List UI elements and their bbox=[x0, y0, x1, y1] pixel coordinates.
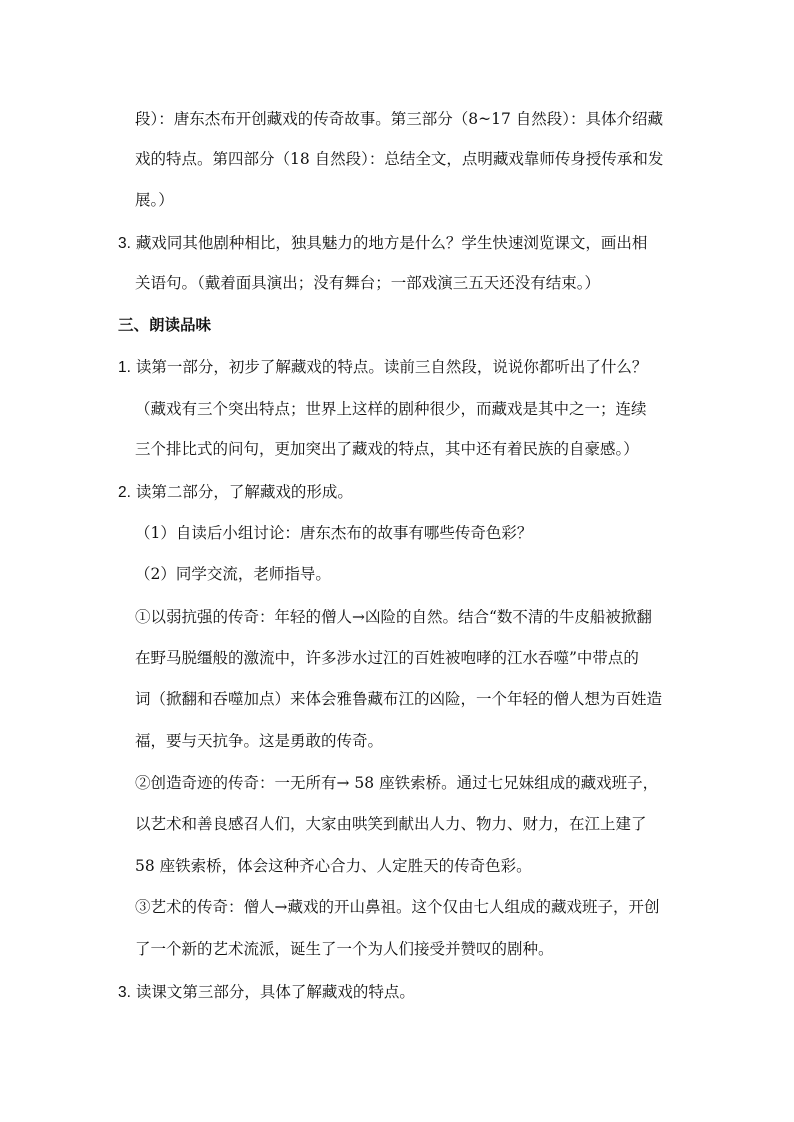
paragraph-line: 三个排比式的问句，更加突出了藏戏的特点，其中还有着民族的自豪感。） bbox=[135, 440, 639, 458]
paragraph-line: ①以弱抗强的传奇：年轻的僧人→凶险的自然。结合“数不清的牛皮船被掀翻 bbox=[135, 608, 652, 626]
paragraph-line: 在野马脱缰般的激流中，许多涉水过江的百姓被咆哮的江水吞噬”中带点的 bbox=[135, 649, 639, 667]
paragraph-line: 段）：唐东杰布开创藏戏的传奇故事。第三部分（8~17 自然段）：具体介绍藏 bbox=[135, 110, 664, 128]
paragraph-line: 58 座铁索桥，体会这种齐心合力、人定胜天的传奇色彩。 bbox=[135, 857, 532, 875]
list-item bbox=[118, 481, 353, 504]
sub-item: （2）同学交流，老师指导。 bbox=[135, 565, 331, 583]
paragraph-line: 了一个新的艺术流派，诞生了一个为人们接受并赞叹的剧种。 bbox=[135, 940, 554, 958]
section-heading: 三、朗读品味 bbox=[118, 316, 212, 334]
paragraph-line: 展。） bbox=[135, 191, 174, 209]
paragraph-line: 以艺术和善良感召人们，大家由哄笑到献出人力、物力、财力，在江上建了 bbox=[135, 815, 647, 833]
list-number: 3. bbox=[118, 235, 131, 252]
list-number: 3. bbox=[118, 984, 131, 1001]
paragraph-line: ②创造奇迹的传奇：一无所有→ 58 座铁索桥。通过七兄妹组成的藏戏班子， bbox=[135, 774, 659, 792]
list-item-text: 读课文第三部分，具体了解藏戏的特点。 bbox=[135, 983, 415, 1001]
paragraph-line: 词（掀翻和吞噬加点）来体会雅鲁藏布江的凶险，一个年轻的僧人想为百姓造 bbox=[135, 690, 663, 708]
list-item bbox=[118, 232, 647, 255]
list-item-text: 读第一部分，初步了解藏戏的特点。读前三自然段，说说你都听出了什么？ bbox=[135, 358, 648, 376]
list-item bbox=[118, 356, 647, 379]
paragraph-line: 福，要与天抗争。这是勇敢的传奇。 bbox=[135, 732, 384, 750]
list-item-text: 藏戏同其他剧种相比，独具魅力的地方是什么？学生快速浏览课文，画出相 bbox=[135, 234, 648, 252]
list-item bbox=[118, 981, 415, 1004]
paragraph-line: 关语句。（戴着面具演出；没有舞台；一部戏演三五天还没有结束。） bbox=[135, 274, 601, 292]
list-number: 1. bbox=[118, 359, 131, 376]
paragraph-line: （藏戏有三个突出特点；世界上这样的剧种很少，而藏戏是其中之一；连续 bbox=[135, 400, 647, 418]
paragraph-line: 戏的特点。第四部分（18 自然段）：总结全文，点明藏戏靠师传身授传承和发 bbox=[135, 150, 664, 168]
paragraph-line: ③艺术的传奇：僧人→藏戏的开山鼻祖。这个仅由七人组成的藏戏班子，开创 bbox=[135, 898, 660, 916]
list-item-text: 读第二部分，了解藏戏的形成。 bbox=[135, 483, 353, 501]
sub-item: （1）自读后小组讨论：唐东杰布的故事有哪些传奇色彩？ bbox=[135, 524, 533, 542]
list-number: 2. bbox=[118, 484, 131, 501]
